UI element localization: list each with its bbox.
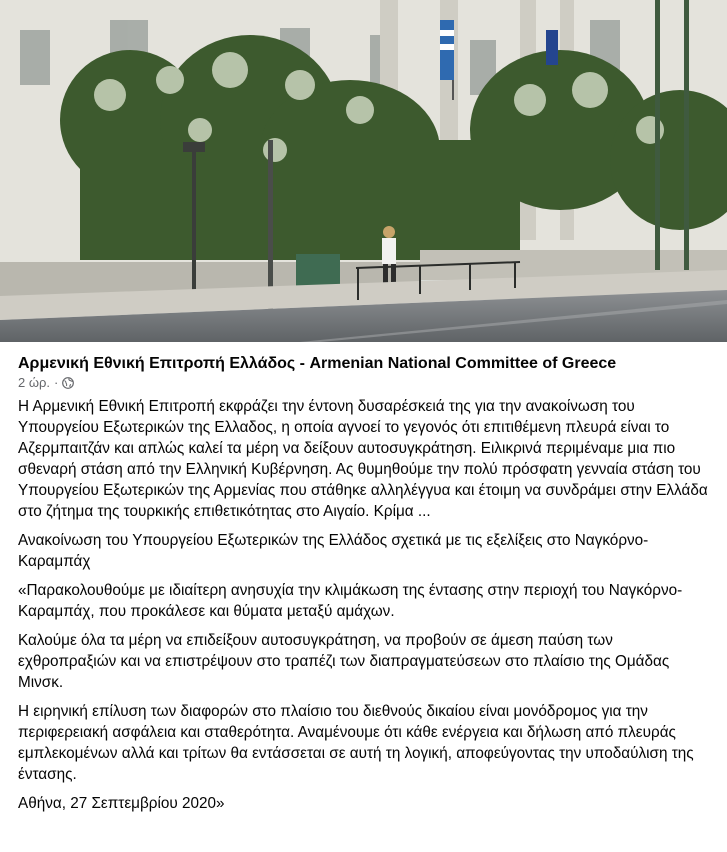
- post-body: [0, 390, 727, 814]
- post-intro: [18, 396, 709, 522]
- ministry-building-photo: [0, 0, 727, 342]
- post-paragraph: «Παρακολουθούμε με ιδιαίτερη ανησυχία την κλιμάκωση της έντασης στην περιοχή του Ναγκόρνο-Καραμπάχ, που προκάλεσε και θύματα μεταξύ αμάχων.: [18, 582, 683, 620]
- post-meta: [18, 375, 709, 390]
- post-paragraph: Καλούμε όλα τα μέρη να επιδείξουν αυτοσυγκράτηση, να προβούν σε άμεση παύση των εχθροπραξιών και να επιστρέψουν στο τραπέζι των διαπραγματεύσεων στο πλαίσιο της Ομάδας Μινσκ.: [18, 632, 670, 691]
- post-header: [0, 342, 727, 390]
- post-intro-text: Η Αρμενική Εθνική Επιτροπή εκφράζει την έντονη δυσαρέσκειά της για την ανακοίνωση του Υπουργείου Εξωτερικών της Ελλαδος, η οποία αγνοεί το γεγονός ότι επιτιθέμενη πλευρά είναι το Αζερμπαιτζάν και απλώς καλεί τα μέρη να δείξουν αυτοσυγκράτηση. Ειλικρινά περιμέναμε μια πιο σθεναρή στάση από την Ελληνική Κυβέρνηση. Ας θυμηθούμε την πολύ πρόσφατη γενναία στάση του Υπουργείου Εξωτερικών της Αρμενίας που στάθηκε αλληλέγγυα και έτοιμη να συνδράμει στην Ελλάδα στο ζήτημα της τουρκικής επιθετικότητας στο Αιγαίο. Κρίμα: [18, 398, 708, 520]
- page-name-link[interactable]: Αρμενική Εθνική Επιτροπή Ελλάδος - Armenian National Committee of Greece: [18, 355, 617, 372]
- post-paragraph: Αθήνα, 27 Σεπτεμβρίου 2020»: [18, 795, 225, 812]
- post-paragraph: Ανακοίνωση του Υπουργείου Εξωτερικών της Ελλάδος σχετικά με τις εξελίξεις στο Ναγκόρνο-Καραμπάχ: [18, 532, 649, 570]
- post-paragraph: Η ειρηνική επίλυση των διαφορών στο πλαίσιο του διεθνούς δικαίου είναι μονόδρομος για την περιφερειακή ασφάλεια και σταθερότητα. Αναμένουμε ότι κάθε ενέργεια και δήλωση από πλευράς εμπλεκομένων αλλά και τρίτων θα εντάσσεται σε αυτή τη λογική, αποφεύγοντας την υποδαύλιση της έντασης.: [18, 703, 694, 783]
- meta-separator: ·: [54, 375, 59, 390]
- globe-icon[interactable]: [62, 377, 74, 389]
- post-photo[interactable]: [0, 0, 727, 342]
- post-time-link[interactable]: 2 ώρ.: [18, 375, 50, 390]
- see-more-link[interactable]: ...: [417, 503, 431, 520]
